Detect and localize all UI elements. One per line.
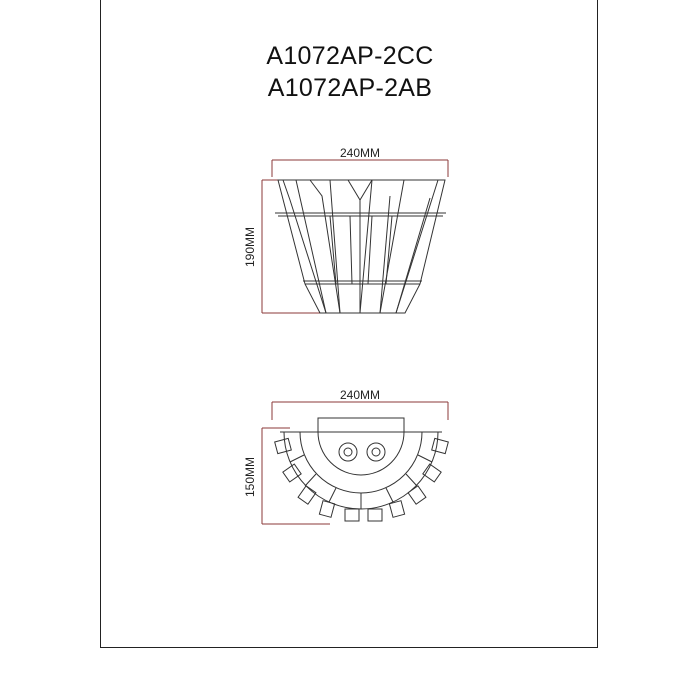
model-number-2: A1072AP-2AB <box>267 74 433 102</box>
front-height-label: 190MM <box>243 226 257 268</box>
top-depth-label: 150MM <box>243 456 257 498</box>
top-width-label: 240MM <box>339 388 381 402</box>
top-depth-dimension <box>262 428 330 524</box>
model-number-1: A1072AP-2CC <box>266 42 434 70</box>
front-view <box>243 146 448 313</box>
front-width-dimension <box>272 160 448 177</box>
sconce-top-outline <box>275 418 449 521</box>
top-view <box>243 388 448 524</box>
front-width-label: 240MM <box>339 146 381 160</box>
sconce-front-outline <box>275 180 446 313</box>
top-width-dimension <box>272 402 448 420</box>
